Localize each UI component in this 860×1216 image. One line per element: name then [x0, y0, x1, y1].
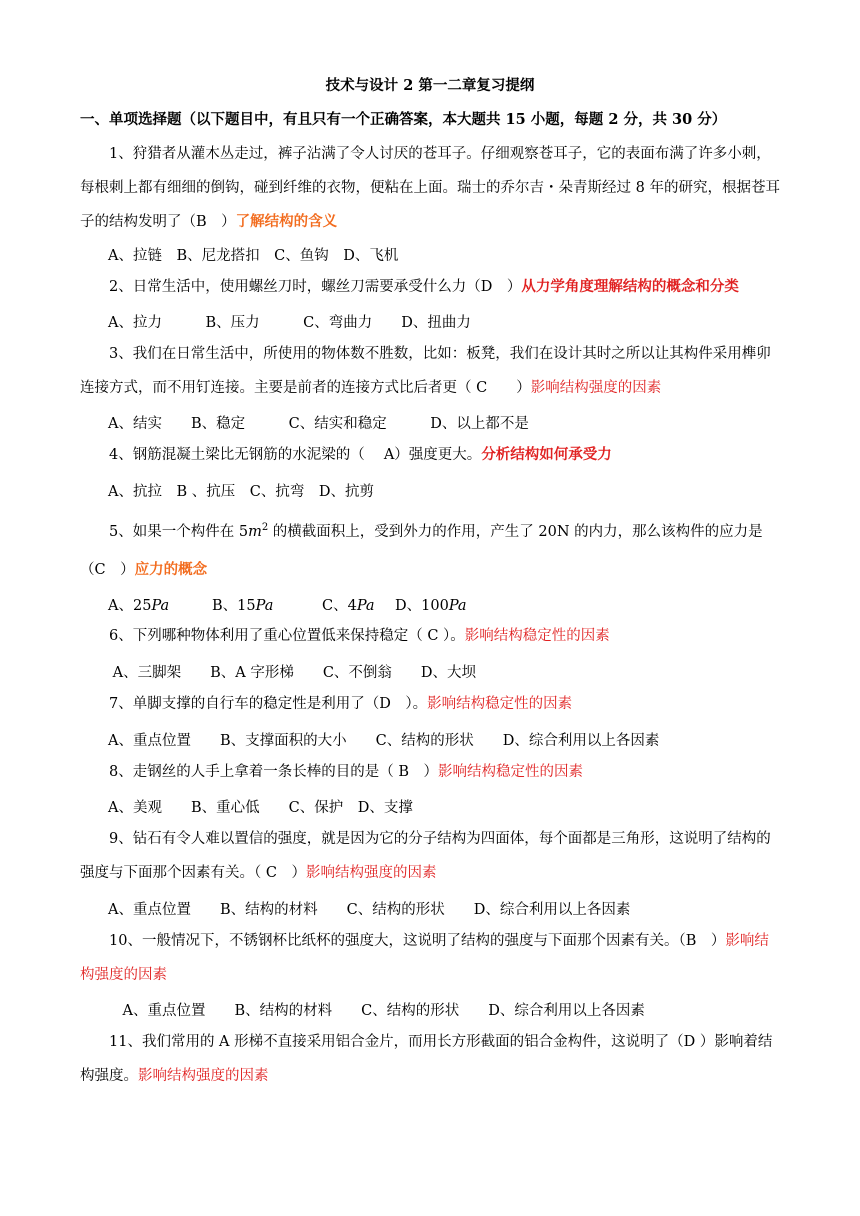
question-5-text-a: 5、如果一个构件在 5 [109, 524, 249, 540]
question-6-text: 6、下列哪种物体利用了重心位置低来保持稳定（ C ）。 [109, 628, 465, 644]
question-6 [80, 619, 782, 653]
question-5-unit: m [248, 524, 262, 540]
option-unit: Pa [255, 598, 274, 614]
question-5-sup: 2 [261, 522, 269, 534]
question-5-tag: 应力的概念 [134, 561, 208, 578]
question-5-text-b: 的横截面积上，受到外力的作用，产生了 20N 的内力，那么该构件的应力是（C ） [80, 524, 763, 578]
question-7-tag: 影响结构稳定性的因素 [427, 696, 573, 712]
question-9-options: A、重点位置 B、结构的材料 C、结构的形状 D、综合利用以上各因素 [108, 902, 631, 918]
question-9-tag: 影响结构强度的因素 [305, 865, 437, 881]
section-heading: 一、单项选择题（以下题目中，有且只有一个正确答案，本大题共 15 小题，每题 2 分，共 30 分） [80, 111, 727, 128]
question-5-option-c [322, 594, 375, 615]
option-unit: Pa [356, 598, 375, 614]
question-8-tag: 影响结构稳定性的因素 [438, 764, 583, 780]
question-2-text: 2、日常生活中，使用螺丝刀时，螺丝刀需要承受什么力（D ） [109, 279, 522, 295]
question-11 [80, 1025, 782, 1093]
question-3-text: 3、我们在日常生活中，所使用的物体数不胜数，比如：板凳，我们在设计其时之所以让其构件采用榫卯连接方式，而不用钉连接。主要是前者的连接方式比后者更（ C ） [80, 346, 771, 396]
question-7-text: 7、单脚支撑的自行车的稳定性是利用了（D ）。 [109, 696, 428, 712]
question-8-options: A、美观 B、重心低 C、保护 D、支撑 [108, 800, 413, 816]
question-6-tag: 影响结构稳定性的因素 [464, 628, 610, 644]
question-2-tag: 从力学角度理解结构的概念和分类 [521, 278, 739, 295]
question-5-option-d [395, 594, 467, 615]
option-label: C、4 [322, 598, 357, 614]
question-11-text: 11、我们常用的 A 形梯不直接采用铝合金片，而用长方形截面的铝合金构件，这说明了（D ）影响着结构强度。 [80, 1034, 773, 1084]
question-3 [80, 337, 782, 405]
question-9 [80, 822, 782, 890]
question-4 [80, 438, 782, 472]
question-10-text: 10、一般情况下，不锈钢杯比纸杯的强度大，这说明了结构的强度与下面那个因素有关。（B ） [109, 933, 726, 949]
question-3-options: A、结实 B、稳定 C、结实和稳定 D、以上都不是 [108, 416, 529, 432]
question-10-tag: 影响结构强度的因素 [80, 933, 769, 983]
option-unit: Pa [448, 598, 467, 614]
question-2-options: A、拉力 B、压力 C、弯曲力 D、扭曲力 [108, 315, 471, 331]
question-1-tag: 了解结构的含义 [235, 213, 338, 230]
question-10-options: A、重点位置 B、结构的材料 C、结构的形状 D、综合利用以上各因素 [108, 1003, 645, 1019]
question-11-tag: 影响结构强度的因素 [138, 1068, 269, 1084]
question-1-text: 1、狩猎者从灌木丛走过，裤子沾满了令人讨厌的苍耳子。仔细观察苍耳子，它的表面布满了许多小刺，每根刺上都有细细的倒钩，碰到纤维的衣物，便粘在上面。瑞士的乔尔吉・朵青斯经过 8 年的研究，根据苍耳子的结构发明了（B ） [80, 146, 780, 230]
question-3-tag: 影响结构强度的因素 [530, 380, 662, 396]
document-title: 技术与设计 2 第一二章复习提纲 [325, 77, 535, 94]
question-4-text: 4、钢筋混凝土梁比无钢筋的水泥梁的（ A）强度更大。 [109, 447, 482, 463]
question-7-options: A、重点位置 B、支撑面积的大小 C、结构的形状 D、综合利用以上各因素 [108, 733, 660, 749]
question-5-option-b [212, 594, 273, 615]
question-10 [80, 924, 782, 992]
question-1 [80, 137, 782, 239]
option-label: A、25 [108, 598, 152, 614]
question-5-option-a [108, 594, 169, 615]
question-2 [80, 270, 782, 304]
question-4-tag: 分析结构如何承受力 [481, 446, 612, 463]
question-9-text: 9、钻石有令人难以置信的强度，就是因为它的分子结构为四面体，每个面都是三角形，这说明了结构的强度与下面那个因素有关。（ C ） [80, 831, 771, 881]
question-8-text: 8、走钢丝的人手上拿着一条长棒的目的是（ B ） [109, 764, 438, 780]
option-unit: Pa [151, 598, 170, 614]
option-label: D、100 [395, 598, 449, 614]
question-6-options: A、三脚架 B、A 字形梯 C、不倒翁 D、大坝 [108, 665, 477, 681]
question-7 [80, 687, 782, 721]
question-8 [80, 755, 782, 789]
question-4-options: A、抗拉 B 、抗压 C、抗弯 D、抗剪 [108, 484, 374, 500]
question-5 [80, 513, 782, 589]
question-1-options: A、拉链 B、尼龙搭扣 C、鱼钩 D、飞机 [108, 248, 399, 264]
option-label: B、15 [212, 598, 256, 614]
